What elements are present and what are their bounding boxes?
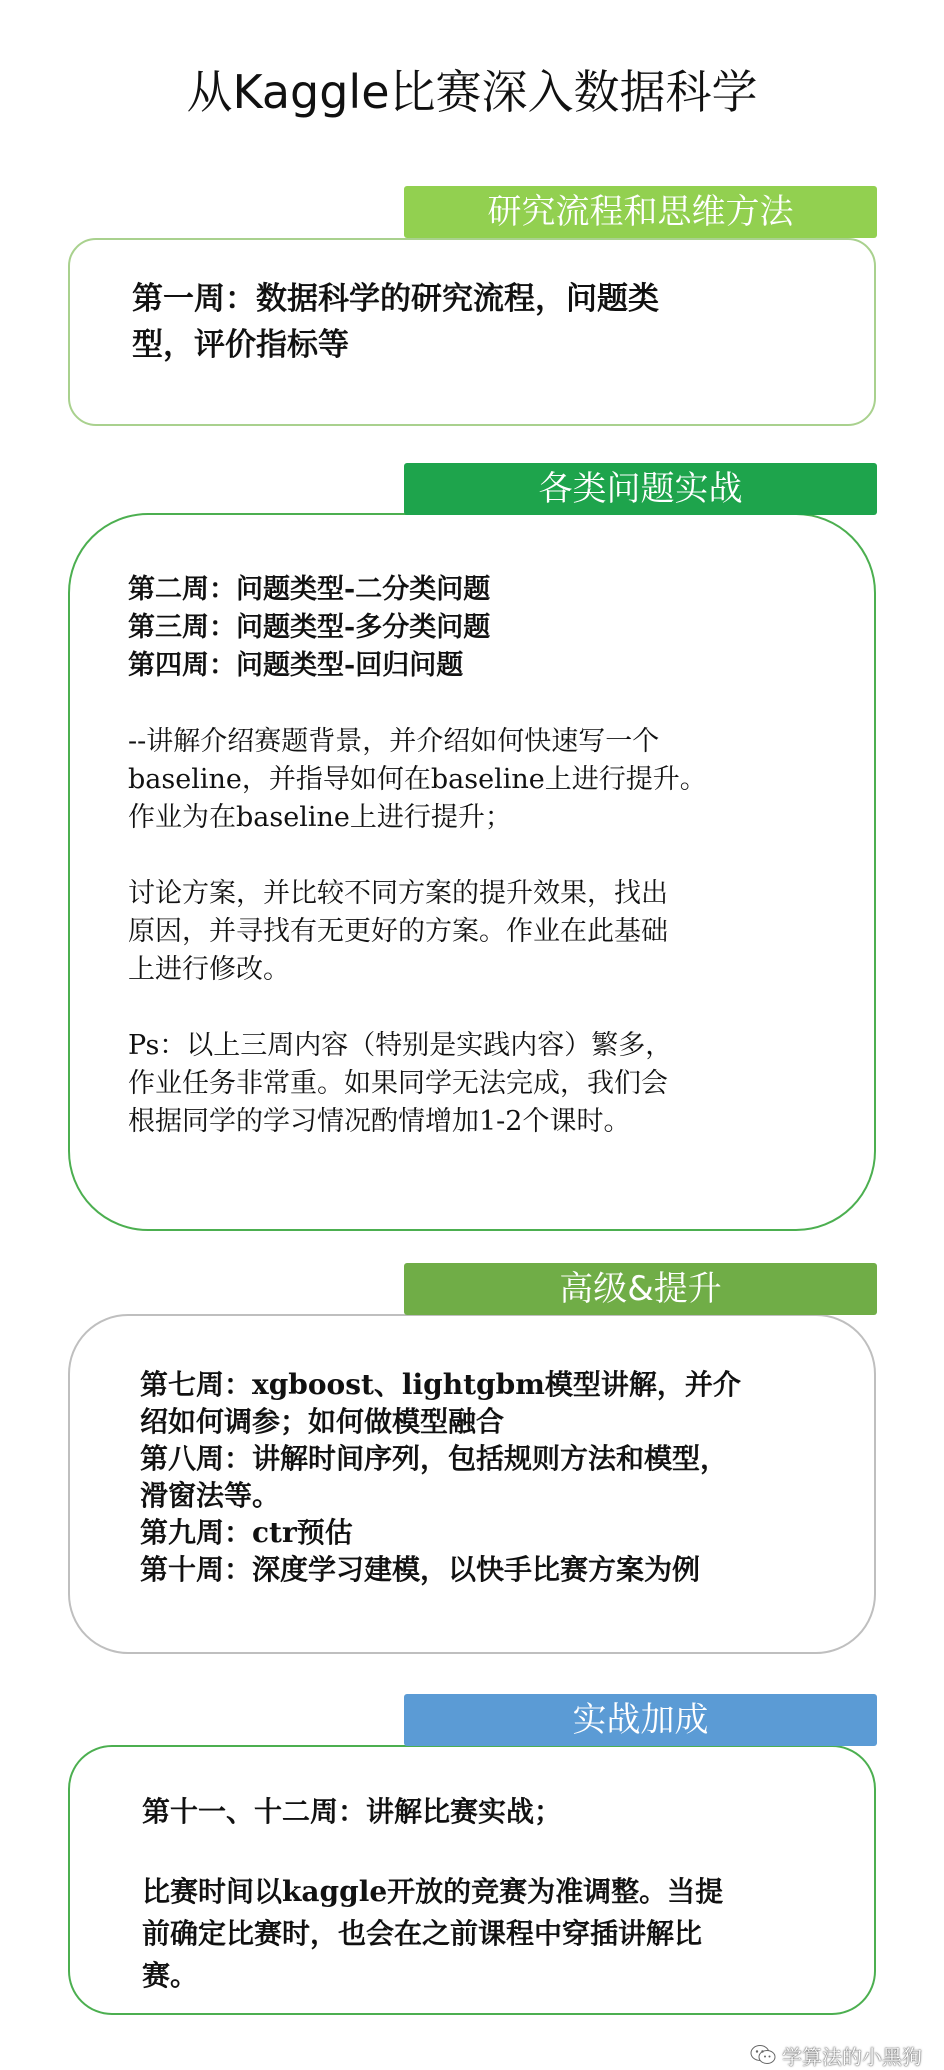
wechat-icon bbox=[750, 2044, 776, 2066]
text-line: 作业任务非常重。如果同学无法完成，我们会 bbox=[128, 1068, 668, 1099]
text-line: 第八周：讲解时间序列，包括规则方法和模型， bbox=[140, 1442, 729, 1475]
text-line: 绍如何调参；如何做模型融合 bbox=[140, 1405, 505, 1438]
text-line: 型，评价指标等 bbox=[132, 327, 349, 363]
text-line: baseline，并指导如何在baseline上进行提升。 bbox=[128, 764, 707, 795]
text-line: 第十周：深度学习建模，以快手比赛方案为例 bbox=[140, 1553, 701, 1586]
text-line: 赛。 bbox=[142, 1959, 199, 1992]
text-line: 滑窗法等。 bbox=[140, 1479, 281, 1512]
week-line: 第二周：问题类型-二分类问题 bbox=[128, 574, 491, 605]
text-line: 第七周：xgboost、lightgbm模型讲解，并介 bbox=[140, 1368, 741, 1401]
section-box-practice bbox=[68, 513, 876, 1231]
section-tab-advanced: 高级&提升 bbox=[404, 1263, 877, 1315]
section-tab-competition: 实战加成 bbox=[404, 1694, 877, 1746]
text-line: 根据同学的学习情况酌情增加1-2个课时。 bbox=[128, 1106, 631, 1137]
section-tab-practice: 各类问题实战 bbox=[404, 463, 877, 515]
watermark bbox=[750, 2042, 922, 2068]
text-line: 比赛时间以kaggle开放的竞赛为准调整。当提 bbox=[142, 1875, 724, 1908]
text-line: 第一周：数据科学的研究流程，问题类 bbox=[132, 281, 659, 317]
text-line: 原因，并寻找有无更好的方案。作业在此基础 bbox=[128, 916, 668, 947]
text-line: Ps：以上三周内容（特别是实践内容）繁多， bbox=[128, 1030, 673, 1061]
text-line: 上进行修改。 bbox=[128, 954, 290, 985]
section-box-competition bbox=[68, 1745, 876, 2015]
section-tab-research: 研究流程和思维方法 bbox=[404, 186, 877, 238]
page-title: 从Kaggle比赛深入数据科学 bbox=[186, 65, 758, 119]
watermark-text: 学算法的小黑狗 bbox=[782, 2044, 922, 2069]
text-line: 第九周：ctr预估 bbox=[140, 1516, 353, 1549]
section-box-research bbox=[68, 238, 876, 426]
text-line: 讨论方案，并比较不同方案的提升效果，找出 bbox=[128, 878, 668, 909]
text-line: 作业为在baseline上进行提升； bbox=[128, 802, 512, 833]
week-line: 第三周：问题类型-多分类问题 bbox=[128, 612, 491, 643]
text-line: 前确定比赛时，也会在之前课程中穿插讲解比 bbox=[142, 1917, 703, 1950]
text-line: --讲解介绍赛题背景，并介绍如何快速写一个 bbox=[128, 726, 660, 757]
text-line: 第十一、十二周：讲解比赛实战； bbox=[142, 1795, 563, 1828]
section-box-advanced bbox=[68, 1314, 876, 1654]
week-line: 第四周：问题类型-回归问题 bbox=[128, 650, 464, 681]
